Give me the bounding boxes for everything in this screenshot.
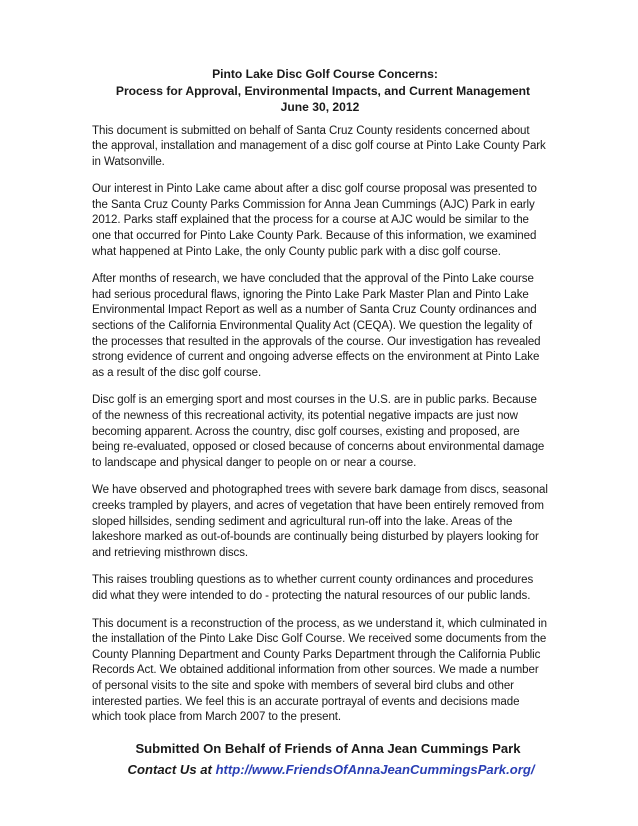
contact-line [92,759,548,780]
submitted-on-behalf: Submitted On Behalf of Friends of Anna Jean Cummings Park [135,740,521,756]
document-footer [92,738,548,780]
paragraph-interest: Our interest in Pinto Lake came about after a disc golf course proposal was presented to the Santa Cruz County Parks Commission for Anna Jean Cummings (AJC) Park in early 2012. Parks staff explained that the process for a course at AJC would be similar to the one that occurred for Pinto Lake County Park. Because of this information, we examined what happened at Pinto Lake, the only County public park with a disc golf course. [92,183,537,258]
document-body [92,124,548,726]
contact-label: Contact Us at [127,761,212,777]
title-line-1: Pinto Lake Disc Golf Course Concerns: [212,67,438,81]
paragraph-intro: This document is submitted on behalf of Santa Cruz County residents concerned about the approval, installation and management of a disc golf course at Pinto Lake County Park in Watsonville. [92,124,546,168]
paragraph-reconstruction: This document is a reconstruction of the process, as we understand it, which culminated in the installation of the Pinto Lake Disc Golf Course. We received some documents from the County Planning Department and County Parks Department through the California Public Records Act. We obtained additional information from other sources. We made a number of personal visits to the site and spoke with members of several bird clubs and other interested parties. We feel this is an accurate portrayal of events and decisions made which took place from March 2007 to the present. [92,617,547,724]
contact-link[interactable]: http://www.FriendsOfAnnaJeanCummingsPark.org/ [215,761,535,777]
paragraph-observations: We have observed and photographed trees with severe bark damage from discs, seasonal creeks trampled by players, and acres of vegetation that have been entirely removed from sloped hillsides, sending sediment and agricultural run-off into the lake. Areas of the lakeshore marked as out-of-bounds are continually being disturbed by players looking for and retrieving misthrown discs. [92,484,548,559]
paragraph-disc-golf: Disc golf is an emerging sport and most courses in the U.S. are in public parks. Because of the newness of this recreational activity, its potential negative impacts are just now becoming apparent. Across the country, disc golf courses, existing and proposed, are being re-evaluated, opposed or closed because of concerns about environmental damage to landscape and physical danger to people on or near a course. [92,394,545,469]
title-line-2: Process for Approval, Environmental Impacts, and Current Management [115,83,531,98]
document-date: June 30, 2012 [280,100,360,114]
paragraph-questions: This raises troubling questions as to whether current county ordinances and procedures did what they were intended to do - protecting the natural resources of our public lands. [92,574,534,602]
paragraph-research: After months of research, we have concluded that the approval of the Pinto Lake course had serious procedural flaws, ignoring the Pinto Lake Park Master Plan and Pinto Lake Environmental Impact Report as well as a number of Santa Cruz County ordinances and sections of the California Environmental Quality Act (CEQA). We question the legality of the processes that resulted in the approvals of the course. Our investigation has revealed strong evidence of current and ongoing adverse effects on the environment at Pinto Lake as a result of the disc golf course. [92,273,541,379]
document-page [92,66,548,780]
document-title [92,66,548,116]
